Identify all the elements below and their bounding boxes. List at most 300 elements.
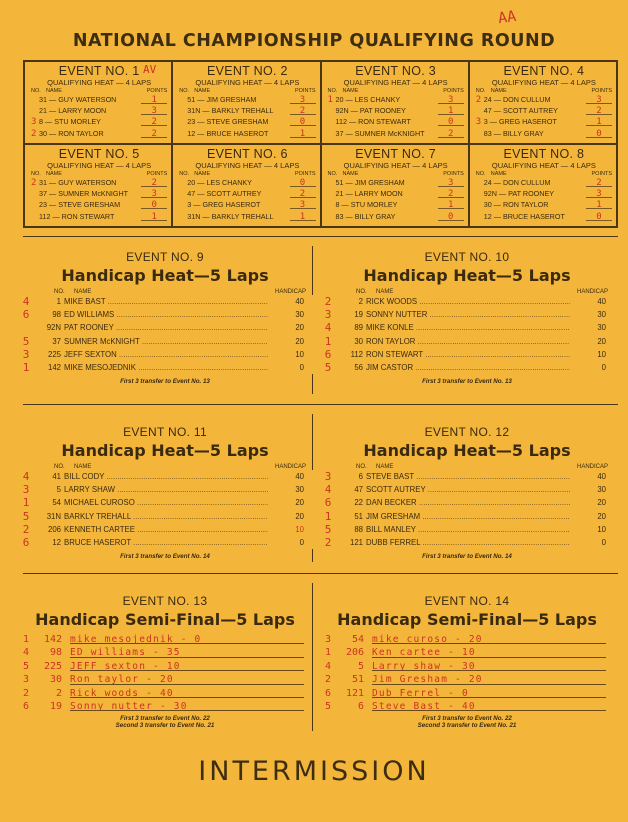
col-no-label: NO.: [475, 171, 486, 177]
event-11-section: [16, 425, 314, 560]
entry-underline: [372, 670, 606, 671]
dash-separator: —: [491, 95, 503, 104]
handicap-value: 10: [268, 348, 314, 361]
entry-underline: [372, 697, 606, 698]
section-divider: [23, 404, 618, 405]
handwritten-finish-mark: 5: [22, 509, 30, 523]
rider-name: LARRY SHAW .....: [64, 483, 268, 496]
rider-name: BILL MANLEY .....: [366, 523, 570, 536]
points-value: 3: [141, 189, 167, 198]
rider-number: 31N: [187, 211, 201, 221]
heat-subtitle: QUALIFYING HEAT — 4 LAPS: [195, 78, 300, 87]
rider-number: 54: [52, 498, 61, 508]
points-value: 3: [438, 178, 464, 187]
rider-name: RON TAYLOR: [502, 200, 549, 210]
rider-number: 83: [335, 211, 344, 221]
semifinal-row: [318, 687, 616, 700]
handicap-row: [318, 523, 616, 536]
section-divider: [23, 236, 618, 237]
handwritten-finish-mark: [16, 321, 36, 334]
handicap-row: [318, 308, 616, 321]
rider-entry: [476, 211, 586, 222]
handicap-value: 10: [570, 348, 616, 361]
points-value: 1: [290, 129, 316, 138]
qualifying-row: [179, 199, 315, 210]
rider-name: JIM GRESHAM .....: [366, 510, 570, 523]
col-handicap-label: HANDICAP: [274, 289, 306, 295]
rider-name: DON CULLUM: [502, 178, 551, 187]
handwritten-finish-mark: 5: [324, 522, 332, 536]
points-value: 3: [438, 95, 464, 104]
rider-number: 2: [358, 297, 363, 306]
qualifying-row: [328, 188, 464, 199]
rider-name: BILLY GRAY: [354, 211, 396, 221]
rider-name: LES CHANKY: [354, 95, 401, 104]
semifinal-row: [318, 700, 616, 713]
event-12-section: [318, 425, 616, 560]
dash-separator: —: [47, 106, 59, 116]
rider-entry: [179, 94, 289, 105]
rider-entry: [328, 105, 438, 116]
qualifying-row: [328, 177, 464, 188]
dash-separator: —: [195, 95, 207, 104]
col-name-label: NAME: [342, 171, 359, 177]
col-handicap-label: HANDICAP: [274, 464, 306, 470]
rider-entry: [476, 199, 586, 210]
rider-entry: [179, 211, 289, 222]
rider-name: STEVE GRESHAM: [206, 117, 269, 127]
heat-subtitle: QUALIFYING HEAT — 4 LAPS: [195, 161, 300, 170]
points-value: 1: [290, 212, 316, 221]
semifinal-row: [318, 633, 616, 646]
rider-entry: [476, 94, 586, 105]
entry-underline: [372, 657, 606, 658]
rider-number: 5: [56, 485, 61, 495]
rider-name: ED WILLIAMS .....: [64, 308, 268, 321]
rider-name: RON TAYLOR .....: [366, 335, 570, 348]
rider-name: KENNETH CARTEE .....: [64, 523, 268, 536]
handwritten-rider-number: 121: [345, 687, 364, 699]
transfer-note: First 3 transfer to Event No. 14: [120, 553, 210, 561]
qualifying-row: [328, 94, 464, 105]
rider-entry: [179, 199, 289, 210]
rider-number: 225: [47, 349, 61, 359]
rider-number: 31: [39, 178, 47, 187]
entry-underline: [70, 670, 304, 671]
dash-separator: —: [47, 95, 59, 104]
qualifying-row: [179, 188, 315, 199]
dash-separator: —: [491, 200, 503, 210]
points-value: 2: [438, 129, 464, 138]
dash-separator: —: [50, 211, 62, 221]
rider-entry: [31, 128, 141, 139]
dash-separator: —: [47, 189, 59, 199]
transfer-note: First 3 transfer to Event No. 22: [422, 715, 512, 723]
qualifying-row: [31, 128, 167, 139]
rider-entry: [31, 116, 141, 127]
event-label: EVENT NO. 14: [424, 594, 510, 608]
event-label: EVENT NO. 12: [424, 425, 510, 439]
rider-entry: [179, 128, 289, 139]
corner-handwritten-mark: AA: [496, 6, 518, 28]
qualifying-row: [328, 105, 464, 116]
qualifying-row: [328, 199, 464, 210]
rider-number: 206: [47, 524, 61, 534]
col-no-label: NO.: [356, 464, 367, 470]
col-handicap-label: HANDICAP: [576, 289, 608, 295]
handwritten-rider-number: 5: [357, 660, 364, 672]
event-label: EVENT NO. 7: [355, 147, 437, 161]
points-value: 1: [586, 200, 612, 209]
dash-separator: —: [496, 189, 509, 199]
rider-number: 37: [52, 336, 61, 346]
rider-name: RON TAYLOR: [58, 128, 104, 138]
handwritten-finish-mark: 1: [22, 634, 30, 645]
handicap-row: [16, 348, 314, 361]
rider-entry: [328, 211, 438, 222]
points-value: 1: [141, 95, 167, 104]
handicap-row: [318, 335, 616, 348]
rider-number: 20: [187, 178, 196, 187]
qualifying-row: [476, 116, 612, 127]
dash-separator: —: [43, 117, 55, 127]
handwritten-rider-entry: mike curoso - 20: [372, 634, 483, 645]
rider-number: 37: [39, 189, 47, 199]
rider-number: 37: [335, 128, 344, 138]
handicap-row: [16, 496, 314, 509]
rider-number: 47: [187, 189, 196, 199]
col-name-label: NAME: [342, 88, 359, 94]
handicap-value: 20: [570, 496, 616, 509]
semifinal-row: [16, 646, 314, 659]
handicap-row: [16, 470, 314, 483]
qualifying-row: [179, 177, 315, 188]
handicap-value: 20: [570, 510, 616, 523]
dash-separator: —: [195, 128, 207, 138]
qualifying-event-cell: [172, 61, 320, 144]
rider-entry: [179, 105, 289, 116]
semifinal-row: [16, 633, 314, 646]
heat-subtitle: QUALIFYING HEAT — 4 LAPS: [343, 78, 448, 87]
col-points-label: POINTS: [591, 171, 612, 177]
qualifying-event-cell: [24, 61, 172, 144]
handwritten-finish-mark: 1: [22, 360, 30, 374]
rider-name: DUBB FERREL .....: [366, 536, 570, 549]
handicap-value: 0: [268, 361, 314, 374]
dash-separator: —: [195, 117, 207, 127]
rider-name: RICK WOODS .....: [366, 295, 570, 308]
handwritten-rider-entry: Rick woods - 40: [70, 687, 174, 699]
handwritten-finish-mark: 6: [22, 700, 30, 712]
dash-separator: —: [191, 200, 203, 210]
handicap-row: [16, 361, 314, 374]
dash-separator: —: [343, 189, 355, 199]
col-name-label: NAME: [490, 88, 507, 94]
handwritten-rider-entry: Ron taylor - 20: [70, 674, 174, 686]
points-value: 0: [438, 212, 464, 221]
dash-separator: —: [195, 178, 207, 187]
handicap-value: 40: [570, 295, 616, 308]
qualifying-row: [328, 211, 464, 222]
rider-number: 8: [39, 117, 43, 127]
rider-name: LARRY MOON: [58, 106, 107, 116]
qualifying-row: [31, 211, 167, 222]
handicap-value: 30: [570, 308, 616, 321]
col-no-label: NO.: [356, 289, 367, 295]
rider-name: BILLY GRAY: [502, 128, 544, 138]
handicap-row: [16, 295, 314, 308]
handicap-value: 30: [570, 321, 616, 334]
qualifying-event-cell: [24, 144, 172, 227]
event-label: EVENT NO. 6: [206, 147, 288, 161]
handwritten-finish-mark: 3: [324, 634, 332, 645]
dash-separator: —: [487, 117, 499, 127]
event-label: EVENT NO. 10: [424, 250, 510, 264]
semifinal-row: [16, 660, 314, 673]
col-points-label: POINTS: [591, 88, 612, 94]
entry-underline: [70, 697, 304, 698]
qualifying-row: [179, 94, 315, 105]
handwritten-mark: 1: [327, 95, 333, 105]
points-value: 0: [438, 117, 464, 126]
qualifying-row: [31, 199, 167, 210]
rider-name: GUY WATERSON: [58, 178, 117, 187]
points-value: 3: [290, 200, 316, 209]
rider-name: MICHAEL CUROSO .....: [64, 496, 268, 509]
rider-name: LARRY MOON: [354, 189, 403, 199]
rider-name: GREG HASEROT: [498, 117, 557, 127]
points-value: 3: [586, 95, 612, 104]
handicap-row: [318, 470, 616, 483]
handicap-row: [318, 496, 616, 509]
rider-entry: [179, 116, 289, 127]
handwritten-finish-mark: 6: [22, 308, 30, 322]
semifinal-row: [16, 687, 314, 700]
handicap-row: [318, 536, 616, 549]
entry-underline: [372, 643, 606, 644]
section-divider: [23, 573, 618, 574]
qualifying-row: [476, 128, 612, 139]
col-points-label: POINTS: [295, 88, 316, 94]
rider-number: 31N: [187, 106, 201, 116]
dash-separator: —: [491, 106, 503, 116]
points-value: 1: [141, 212, 167, 221]
rider-number: 1: [56, 297, 61, 306]
rider-number: 20: [335, 95, 344, 104]
dash-separator: —: [491, 178, 503, 187]
rider-name: RON STEWART .....: [366, 348, 570, 361]
handicap-row: [16, 510, 314, 523]
handicap-row: [318, 295, 616, 308]
handwritten-finish-mark: 6: [22, 535, 30, 549]
qualifying-row: [179, 128, 315, 139]
points-value: 2: [141, 129, 167, 138]
semifinal-row: [318, 646, 616, 659]
dash-separator: —: [343, 95, 355, 104]
rider-number: 8: [335, 200, 340, 210]
points-value: 0: [290, 178, 316, 187]
rider-entry: [179, 177, 289, 188]
handwritten-rider-entry: Steve Bast - 40: [372, 700, 476, 712]
rider-number: 51: [187, 95, 196, 104]
points-value: 3: [586, 189, 612, 198]
rider-entry: [476, 116, 586, 127]
points-value: 0: [290, 117, 316, 126]
rider-name: JIM CASTOR .....: [366, 361, 570, 374]
handicap-row: [16, 523, 314, 536]
event-label: EVENT NO. 13: [122, 594, 208, 608]
qualifying-event-cell: [469, 61, 617, 144]
rider-number: 51: [335, 178, 344, 187]
rider-name: PAT ROONEY: [359, 106, 406, 116]
event-label: EVENT NO. 4: [503, 64, 585, 78]
entry-underline: [372, 684, 606, 685]
rider-number: 83: [483, 128, 492, 138]
rider-name: BRUCE HASEROT .....: [64, 536, 268, 549]
handwritten-finish-mark: 5: [22, 660, 30, 672]
handwritten-finish-mark: 5: [324, 360, 332, 374]
rider-number: 112: [335, 117, 347, 127]
handicap-value: 10: [570, 523, 616, 536]
dash-separator: —: [348, 106, 360, 116]
rider-number: 3: [187, 200, 192, 210]
rider-name: SCOTT AUTREY: [206, 189, 262, 199]
points-value: 3: [141, 106, 167, 115]
rider-name: RON STEWART: [358, 117, 411, 127]
rider-entry: [31, 177, 141, 188]
col-no-label: NO.: [179, 88, 190, 94]
handwritten-finish-mark: 6: [324, 496, 332, 510]
event-label: EVENT NO. 2: [206, 64, 288, 78]
rider-name: MIKE KONLE .....: [366, 321, 570, 334]
points-value: 0: [586, 212, 612, 221]
handwritten-rider-number: 6: [357, 700, 364, 712]
col-name-label: NAME: [74, 289, 92, 295]
rider-entry: [31, 94, 141, 105]
qualifying-row: [31, 116, 167, 127]
event-9-section: [16, 250, 314, 385]
rider-entry: [328, 177, 438, 188]
rider-name: BILL CODY .....: [64, 470, 268, 483]
handicap-row: [16, 308, 314, 321]
col-no-label: NO.: [327, 171, 338, 177]
handwritten-rider-entry: Jim Gresham - 20: [372, 674, 483, 686]
heat-subtitle: QUALIFYING HEAT — 4 LAPS: [491, 161, 596, 170]
transfer-note: First 3 transfer to Event No. 13: [120, 378, 210, 386]
rider-number: 12: [187, 128, 196, 138]
rider-entry: [328, 128, 438, 139]
handwritten-rider-entry: Dub Ferrel - 0: [372, 687, 469, 699]
col-name-label: NAME: [46, 88, 62, 94]
handwritten-rider-number: 54: [351, 634, 364, 645]
rider-number: 3: [483, 117, 488, 127]
rider-number: 30: [354, 336, 363, 346]
semifinal-title: Handicap Semi-Final—5 Laps: [35, 610, 295, 629]
qualifying-event-cell: [172, 144, 320, 227]
heat-title: Handicap Heat—5 Laps: [61, 266, 269, 285]
dash-separator: —: [200, 106, 212, 116]
handwritten-finish-mark: 3: [324, 308, 332, 322]
handicap-value: 20: [268, 335, 314, 348]
handwritten-finish-mark: 4: [22, 647, 30, 659]
col-points-label: POINTS: [443, 171, 464, 177]
points-value: 0: [141, 200, 167, 209]
semifinal-row: [318, 673, 616, 686]
qualifying-event-cell: [321, 61, 469, 144]
rider-entry: [31, 211, 141, 222]
handwritten-finish-mark: 4: [324, 483, 332, 497]
handwritten-rider-number: 2: [55, 687, 62, 699]
points-value: 3: [290, 95, 316, 104]
handwritten-finish-mark: 2: [324, 295, 332, 308]
dash-separator: —: [47, 200, 59, 210]
handwritten-rider-number: 98: [49, 647, 62, 659]
rider-number: 21: [335, 189, 344, 199]
handwritten-finish-mark: 2: [324, 674, 332, 686]
rider-name: BARKLY TREHALL .....: [64, 510, 268, 523]
qualifying-row: [31, 188, 167, 199]
col-name-label: NAME: [376, 289, 394, 295]
handwritten-finish-mark: 2: [324, 535, 332, 549]
handicap-row: [318, 483, 616, 496]
event-14-section: [318, 594, 616, 729]
qualifying-row: [31, 94, 167, 105]
heat-subtitle: QUALIFYING HEAT — 4 LAPS: [47, 161, 152, 170]
rider-entry: [476, 105, 586, 116]
rider-number: 30: [39, 128, 47, 138]
handwritten-finish-mark: 4: [324, 660, 332, 672]
rider-number: 92N: [335, 106, 349, 116]
qualifying-row: [179, 116, 315, 127]
handicap-value: 30: [570, 483, 616, 496]
handwritten-rider-entry: Larry shaw - 30: [372, 660, 476, 672]
col-points-label: POINTS: [295, 171, 316, 177]
rider-entry: [476, 177, 586, 188]
dash-separator: —: [47, 178, 59, 187]
rider-number: 112: [350, 349, 363, 359]
handicap-value: 0: [268, 536, 314, 549]
handicap-value: 20: [268, 321, 314, 334]
qualifying-row: [328, 128, 464, 139]
points-value: 2: [141, 178, 167, 187]
rider-name: BRUCE HASEROT: [206, 128, 269, 138]
dash-separator: —: [343, 178, 355, 187]
rider-number: 23: [39, 200, 47, 210]
semifinal-row: [16, 700, 314, 713]
rider-name: DON CULLUM: [502, 95, 551, 104]
qualifying-row: [476, 199, 612, 210]
handwritten-finish-mark: 4: [22, 295, 30, 308]
qualifying-row: [476, 105, 612, 116]
rider-number: 142: [47, 362, 61, 372]
col-points-label: POINTS: [146, 88, 168, 94]
rider-entry: [476, 188, 586, 199]
col-points-label: POINTS: [146, 171, 168, 177]
handicap-value: 30: [268, 483, 314, 496]
col-no-label: NO.: [327, 88, 338, 94]
qualifying-row: [179, 211, 315, 222]
handwritten-rider-number: 225: [43, 660, 62, 672]
handwritten-mark: 3: [475, 117, 482, 128]
handicap-row: [318, 361, 616, 374]
transfer-note: Second 3 transfer to Event No. 21: [417, 722, 517, 730]
handwritten-finish-mark: 3: [22, 674, 30, 686]
rider-number: 89: [354, 323, 363, 333]
handwritten-mark: 2: [475, 95, 482, 105]
rider-name: PAT ROONEY: [508, 189, 555, 199]
dash-separator: —: [343, 211, 355, 221]
transfer-note: First 3 transfer to Event No. 22: [120, 715, 210, 723]
